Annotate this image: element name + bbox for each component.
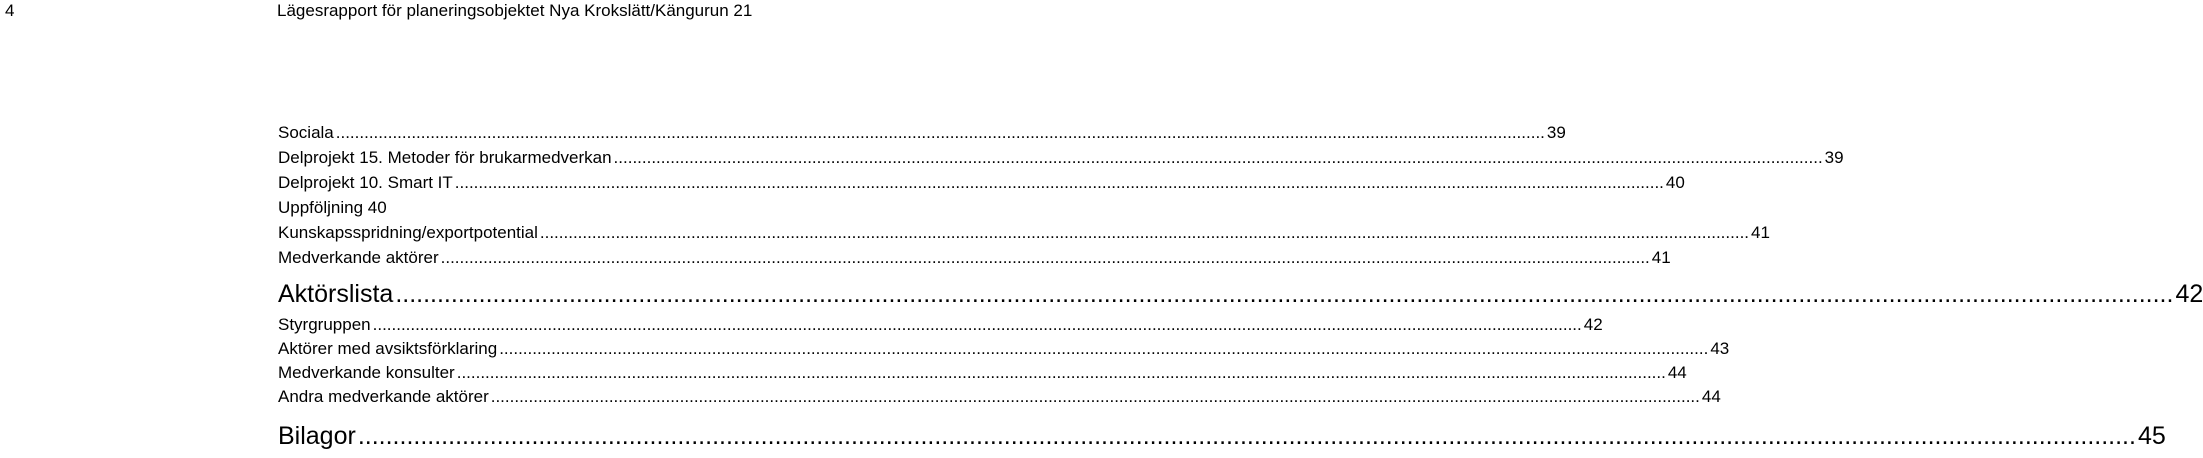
toc-entry[interactable] (278, 280, 2203, 309)
dot-leader (336, 123, 1545, 143)
toc-entry-label: Bilagor (278, 422, 356, 450)
toc-entry[interactable] (278, 248, 1671, 268)
toc-entry-page: 41 (1651, 248, 1671, 267)
toc-entry[interactable] (278, 123, 1566, 143)
toc-entry[interactable] (278, 315, 1603, 335)
toc-entry[interactable] (278, 173, 1685, 193)
toc-entry-label: Aktörer med avsiktsförklaring (278, 339, 498, 358)
toc-entry-label: Delprojekt 10. Smart IT (278, 173, 453, 192)
dot-leader (614, 148, 1823, 168)
toc-entry-label: Kunskapsspridning/exportpotential (278, 223, 538, 242)
toc-entry[interactable] (278, 422, 2166, 451)
toc-entry-label: Styrgruppen (278, 315, 371, 334)
toc-entry-label: Medverkande aktörer (278, 248, 439, 267)
toc-entry[interactable] (278, 148, 1844, 168)
toc-entry-page: 39 (1546, 123, 1566, 142)
toc-entry-page: 44 (1701, 387, 1721, 406)
toc-entry-label: Medverkande konsulter (278, 363, 455, 382)
toc-entry[interactable] (278, 223, 1770, 243)
toc-entry-label: Sociala (278, 123, 334, 142)
dot-leader (540, 223, 1749, 243)
toc-entry-page: 45 (2137, 422, 2166, 450)
toc-entry-page: 39 (1824, 148, 1844, 167)
toc-entry-page: 40 (1665, 173, 1685, 192)
toc-entry[interactable] (278, 363, 1687, 383)
dot-leader (395, 280, 2173, 309)
toc-entry-page: 44 (1667, 363, 1687, 382)
toc-entry[interactable] (278, 387, 1721, 407)
toc-entry[interactable] (278, 198, 964, 218)
page-number: 4 (5, 1, 15, 20)
dot-leader (373, 315, 1582, 335)
dot-leader (491, 387, 1700, 407)
header-title: Lägesrapport för planeringsobjektet Nya Krokslätt/Kängurun 21 (277, 1, 753, 20)
dot-leader (499, 339, 1708, 359)
dot-leader (441, 248, 1650, 268)
toc-entry-label: Aktörslista (278, 280, 394, 308)
dot-leader (358, 422, 2136, 451)
dot-leader (457, 363, 1666, 383)
dot-leader (455, 173, 1664, 193)
toc-entry[interactable] (278, 339, 1730, 359)
toc-entry-label: Andra medverkande aktörer (278, 387, 489, 406)
toc-entry-page: 42 (1583, 315, 1603, 334)
toc-entry-label: Uppföljning 40 (278, 198, 387, 217)
toc-entry-label: Delprojekt 15. Metoder för brukarmedverkan (278, 148, 612, 167)
toc-entry-page: 42 (2175, 280, 2203, 308)
toc-entry-page: 41 (1751, 223, 1770, 242)
toc-entry-page: 43 (1710, 339, 1730, 358)
